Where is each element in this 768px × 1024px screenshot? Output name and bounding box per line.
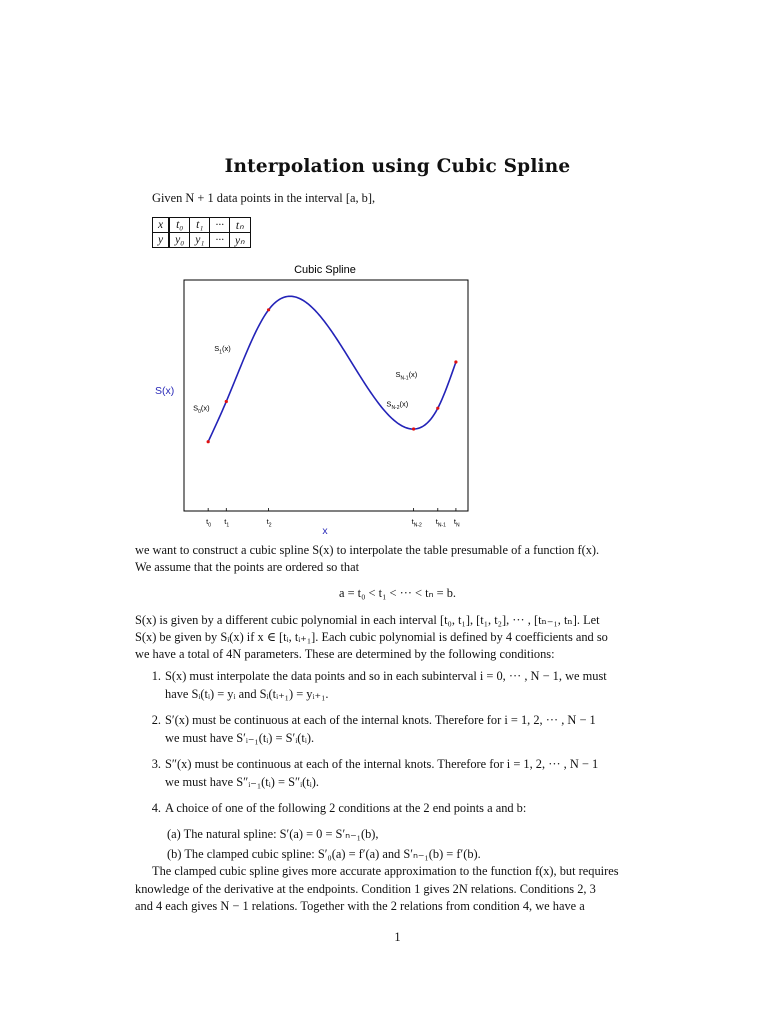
- list-item-line: we must have S′ᵢ₋₁(tᵢ) = S′ᵢ(tᵢ).: [165, 731, 315, 745]
- spline-piece-label: $S_{N-2}(x)$: [386, 399, 409, 412]
- cubic-spline-chart: [145, 258, 485, 540]
- page-title: Interpolation using Cubic Spline: [224, 156, 571, 177]
- y-axis-label: S(x): [155, 385, 175, 397]
- table-cell: yₙ: [229, 233, 250, 248]
- x-axis-label: x: [322, 525, 328, 537]
- list-item-line: A choice of one of the following 2 conditions at the 2 end points a and b:: [165, 801, 527, 815]
- knot-point: [207, 440, 210, 443]
- table-cell: t₁: [190, 218, 210, 233]
- x-tick-label: $t_{N-2}$: [411, 517, 422, 529]
- sub-condition-text: The natural spline: S′(a) = 0 = S′ₙ₋₁(b),: [183, 827, 379, 841]
- plot-frame: [184, 280, 468, 511]
- intro-text: Given N + 1 data points in the interval [a, b],: [152, 191, 376, 205]
- list-item-line: S′(x) must be continuous at each of the internal knots. Therefore for i = 1, 2, ··· , N − 1: [165, 713, 596, 727]
- list-item-number: 2.: [151, 713, 161, 727]
- x-tick-label: $t_1$: [224, 517, 230, 529]
- spline-curve: [208, 296, 456, 441]
- knot-point: [454, 360, 457, 363]
- page-number: 1: [394, 930, 401, 944]
- paragraph-2-line-2: S(x) be given by Sᵢ(x) if x ∈ [tᵢ, tᵢ₊₁]. Each cubic polynomial is defined by 4 coefficients and so: [135, 630, 608, 644]
- x-tick-label: $t_0$: [206, 517, 212, 529]
- x-tick-label: $t_N$: [453, 517, 460, 529]
- sub-condition-a: [167, 825, 665, 843]
- knot-point: [412, 427, 415, 430]
- table-cell: y: [153, 233, 170, 248]
- list-item: [135, 799, 665, 863]
- sub-condition-label: (b): [167, 847, 182, 861]
- paragraph-3-line-3: and 4 each gives N − 1 relations. Together with the 2 relations from condition 4, we have a: [135, 899, 585, 913]
- ordering-equation: a = t₀ < t₁ < ··· < tₙ = b.: [339, 586, 456, 600]
- sub-conditions: [165, 825, 665, 863]
- chart-title: Cubic Spline: [294, 264, 356, 276]
- knot-point: [267, 308, 270, 311]
- list-item-line: S(x) must interpolate the data points and so in each subinterval i = 0, ··· , N − 1, we must: [165, 669, 607, 683]
- data-points-table: [152, 217, 251, 248]
- plot-layer: [193, 296, 460, 528]
- table-cell: ···: [210, 218, 230, 233]
- list-item-number: 4.: [151, 801, 161, 815]
- paragraph-3-line-2: knowledge of the derivative at the endpoints. Condition 1 gives 2N relations. Conditions 2, 3: [135, 882, 596, 896]
- x-tick-label: $t_2$: [266, 517, 272, 529]
- paragraph-3-line-1: The clamped cubic spline gives more accurate approximation to the function f(x), but requires: [152, 864, 619, 878]
- x-tick-label: $t_{N-1}$: [435, 517, 446, 529]
- table-cell: y₀: [169, 233, 190, 248]
- paragraph-2-line-1: S(x) is given by a different cubic polynomial in each interval [t₀, t₁], [t₁, t₂], ··· , [tₙ₋₁, tₙ]. Let: [135, 613, 600, 627]
- spline-piece-label: $S_0(x)$: [193, 403, 210, 415]
- spline-piece-label: $S_{N-1}(x)$: [395, 369, 418, 382]
- list-item: [135, 755, 665, 791]
- list-item: [135, 667, 665, 703]
- conditions-list: [135, 667, 665, 871]
- sub-condition-label: (a): [167, 827, 181, 841]
- list-item: [135, 711, 665, 747]
- knot-point: [436, 407, 439, 410]
- table-row: [153, 233, 251, 248]
- table-row: [153, 218, 251, 233]
- list-item-line: we must have S″ᵢ₋₁(tᵢ) = S″ᵢ(tᵢ).: [165, 775, 319, 789]
- sub-condition-text: The clamped cubic spline: S′₀(a) = f′(a) and S′ₙ₋₁(b) = f′(b).: [184, 847, 481, 861]
- table-cell: t₀: [169, 218, 190, 233]
- list-item-line: S″(x) must be continuous at each of the internal knots. Therefore for i = 1, 2, ··· , N − 1: [165, 757, 599, 771]
- table-cell: tₙ: [229, 218, 250, 233]
- list-item-number: 3.: [151, 757, 161, 771]
- table-cell: y₁: [190, 233, 210, 248]
- paragraph-1-line-2: We assume that the points are ordered so that: [135, 560, 360, 574]
- list-item-line: have Sᵢ(tᵢ) = yᵢ and Sᵢ(tᵢ₊₁) = yᵢ₊₁.: [165, 687, 329, 701]
- list-item-number: 1.: [151, 669, 161, 683]
- sub-condition-b: [167, 845, 665, 863]
- spline-piece-label: $S_1(x)$: [214, 343, 231, 356]
- table-cell: ···: [210, 233, 230, 248]
- knot-point: [225, 400, 228, 403]
- paragraph-2-line-3: we have a total of 4N parameters. These are determined by the following conditions:: [135, 647, 555, 661]
- paragraph-1-line-1: we want to construct a cubic spline S(x) to interpolate the table presumable of a function f(x).: [135, 543, 600, 557]
- table-cell: x: [153, 218, 170, 233]
